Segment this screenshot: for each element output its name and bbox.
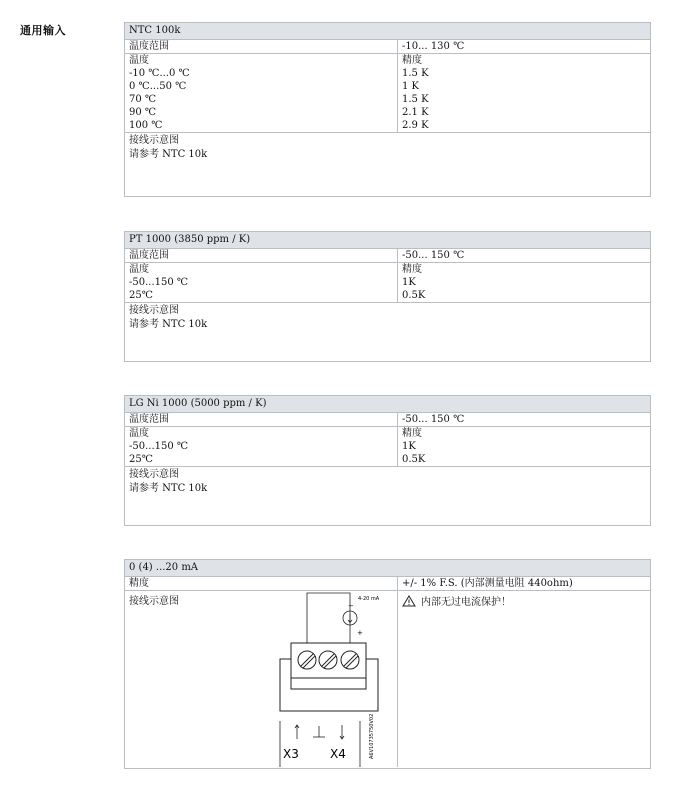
minus-label: − <box>348 602 354 610</box>
warning-note <box>402 593 650 608</box>
warning-cell <box>398 591 650 767</box>
accuracy-cell: 2.9 K <box>402 120 429 131</box>
warning-text: 内部无过电流保护！ <box>421 597 511 608</box>
wiring-label: 接线示意图 <box>129 135 179 146</box>
accuracy-value: +/- 1% F.S. (内部测量电阻 440ohm) <box>402 578 573 589</box>
accuracy-cell: 1.5 K <box>402 94 429 105</box>
doc-code: A6V10735750V02 <box>369 713 375 759</box>
wiring-label: 接线示意图 <box>129 596 179 607</box>
col-temp: 温度 <box>125 54 398 67</box>
range-value: -50... 150 ℃ <box>402 250 465 261</box>
range-row <box>125 40 650 54</box>
col-temp: 温度 <box>125 427 398 440</box>
accuracy-cell: 1 K <box>402 81 420 92</box>
plus-label: + <box>357 629 363 637</box>
table-title: 0 (4) ...20 mA <box>125 560 650 577</box>
temp-cell: 25℃ <box>125 453 398 466</box>
table-title: PT 1000 (3850 ppm / K) <box>125 232 650 249</box>
wiring-cell <box>125 591 398 767</box>
range-row <box>125 249 650 263</box>
temp-cell: -10 ℃...0 ℃ <box>125 67 398 80</box>
accuracy-block <box>125 427 650 467</box>
pt1000-table <box>124 231 651 362</box>
current-source <box>307 593 357 643</box>
col-accuracy: 精度 <box>402 264 422 275</box>
accuracy-block <box>125 54 650 133</box>
accuracy-cell: 1K <box>402 441 416 452</box>
wiring-label: 接线示意图 <box>129 469 179 480</box>
range-label: 温度范围 <box>125 413 398 426</box>
accuracy-cell: 1.5 K <box>402 68 429 79</box>
temp-cell: 90 ℃ <box>125 106 398 119</box>
range-label: 温度范围 <box>125 249 398 262</box>
accuracy-row <box>125 577 650 591</box>
ntc-100k-table <box>124 22 651 197</box>
accuracy-cell: 0.5K <box>402 454 426 465</box>
accuracy-cell: 1K <box>402 277 416 288</box>
section-label: 通用输入 <box>20 24 66 37</box>
temp-cell: -50...150 ℃ <box>125 276 398 289</box>
accuracy-label: 精度 <box>125 577 398 590</box>
wiring-row <box>125 591 650 767</box>
range-label: 温度范围 <box>125 40 398 53</box>
temp-cell: 70 ℃ <box>125 93 398 106</box>
current-input-table <box>124 559 651 769</box>
wiring-reference: 请参考 NTC 10k <box>129 319 208 330</box>
terminal-block <box>280 643 378 711</box>
wiring-label: 接线示意图 <box>129 305 179 316</box>
col-accuracy: 精度 <box>402 55 422 66</box>
source-label: 4-20 mA <box>358 596 380 602</box>
wiring-reference: 请参考 NTC 10k <box>129 483 208 494</box>
ni1000-table <box>124 395 651 526</box>
range-value: -10... 130 ℃ <box>402 41 465 52</box>
range-row <box>125 413 650 427</box>
warning-icon <box>402 595 416 607</box>
col-temp: 温度 <box>125 263 398 276</box>
terminal-x3: X3 <box>283 747 299 761</box>
accuracy-block <box>125 263 650 303</box>
range-value: -50... 150 ℃ <box>402 414 465 425</box>
temp-cell: 100 ℃ <box>125 119 398 132</box>
temp-cell: 25℃ <box>125 289 398 302</box>
wiring-diagram <box>275 591 393 767</box>
temp-cell: 0 ℃...50 ℃ <box>125 80 398 93</box>
accuracy-cell: 2.1 K <box>402 107 429 118</box>
table-title: LG Ni 1000 (5000 ppm / K) <box>125 396 650 413</box>
wiring-section <box>125 467 650 496</box>
col-accuracy: 精度 <box>402 428 422 439</box>
wiring-section <box>125 133 650 162</box>
accuracy-cell: 0.5K <box>402 290 426 301</box>
table-title: NTC 100k <box>125 23 650 40</box>
terminal-x4: X4 <box>330 747 346 761</box>
wiring-reference: 请参考 NTC 10k <box>129 149 208 160</box>
wiring-section <box>125 303 650 332</box>
temp-cell: -50...150 ℃ <box>125 440 398 453</box>
